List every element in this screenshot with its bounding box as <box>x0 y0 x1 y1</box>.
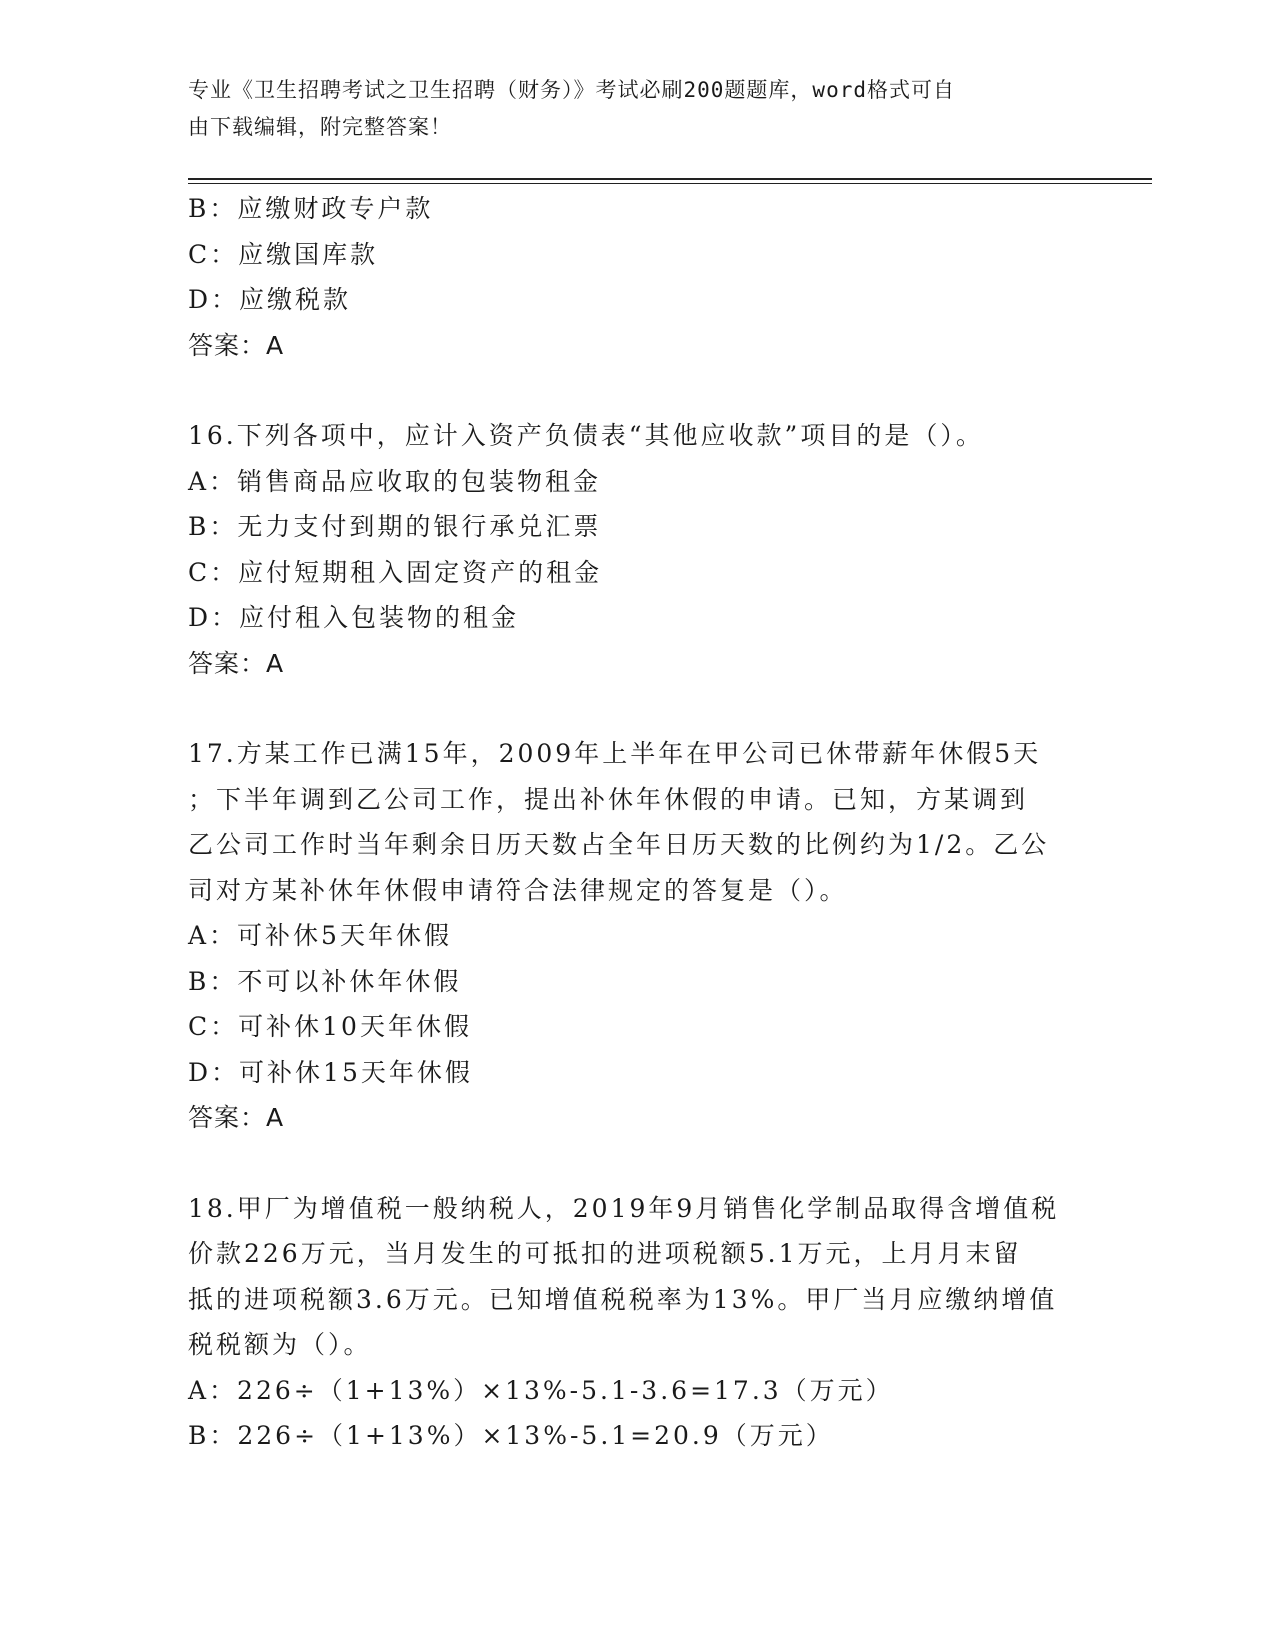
document-header <box>188 72 1068 146</box>
spacer <box>188 368 1088 413</box>
option-d: D：应付租入包装物的租金 <box>188 603 520 632</box>
question-stem: 司对方某补休年休假申请符合法律规定的答复是（）。 <box>188 875 848 905</box>
spacer <box>188 686 1088 731</box>
option-a: A：可补休5天年休假 <box>188 921 452 950</box>
answer-line: 答案：A <box>188 1103 285 1132</box>
question-16 <box>188 413 1088 686</box>
answer-line: 答案：A <box>188 330 285 360</box>
option-c: C：应付短期租入固定资产的租金 <box>188 557 603 587</box>
header-line-2: 由下载编辑，附完整答案！ <box>188 115 452 139</box>
option-c: C：应缴国库款 <box>188 239 379 269</box>
option-c: C：可补休10天年休假 <box>188 1012 472 1041</box>
option-a: A：销售商品应收取的包装物租金 <box>188 466 602 496</box>
option-b: B：应缴财政专户款 <box>188 194 434 223</box>
question-stem: ；下半年调到乙公司工作，提出补休年休假的申请。已知，方某调到 <box>188 784 1029 814</box>
header-line-1: 专业《卫生招聘考试之卫生招聘（财务）》考试必刷200题题库，word格式可自 <box>188 78 955 102</box>
option-d: D：应缴税款 <box>188 285 352 314</box>
question-stem: 18.甲厂为增值税一般纳税人，2019年9月销售化学制品取得含增值税 <box>188 1193 1060 1223</box>
question-stem: 税税额为（）。 <box>188 1330 372 1359</box>
question-stem: 价款226万元，当月发生的可抵扣的进项税额5.1万元，上月月末留 <box>188 1239 1022 1268</box>
continued-question <box>188 186 1088 368</box>
question-stem: 17.方某工作已满15年，2009年上半年在甲公司已休带薪年休假5天 <box>188 739 1042 768</box>
option-b: B：无力支付到期的银行承兑汇票 <box>188 512 602 541</box>
question-stem: 16.下列各项中，应计入资产负债表“其他应收款”项目的是（）。 <box>188 421 984 450</box>
option-a: A：226÷（1+13%）×13%-5.1-3.6=17.3（万元） <box>188 1375 894 1405</box>
option-d: D：可补休15天年休假 <box>188 1057 473 1087</box>
spacer <box>188 1141 1088 1186</box>
header-divider <box>188 178 1152 180</box>
question-18 <box>188 1186 1088 1459</box>
question-17 <box>188 731 1088 1141</box>
question-stem: 抵的进项税额3.6万元。已知增值税税率为13%。甲厂当月应缴纳增值 <box>188 1284 1058 1314</box>
option-b: B：226÷（1+13%）×13%-5.1=20.9（万元） <box>188 1421 834 1450</box>
question-stem: 乙公司工作时当年剩余日历天数占全年日历天数的比例约为1/2。乙公 <box>188 830 1050 859</box>
document-body <box>188 186 1088 1459</box>
answer-line: 答案：A <box>188 648 285 678</box>
option-b: B：不可以补休年休假 <box>188 966 462 996</box>
